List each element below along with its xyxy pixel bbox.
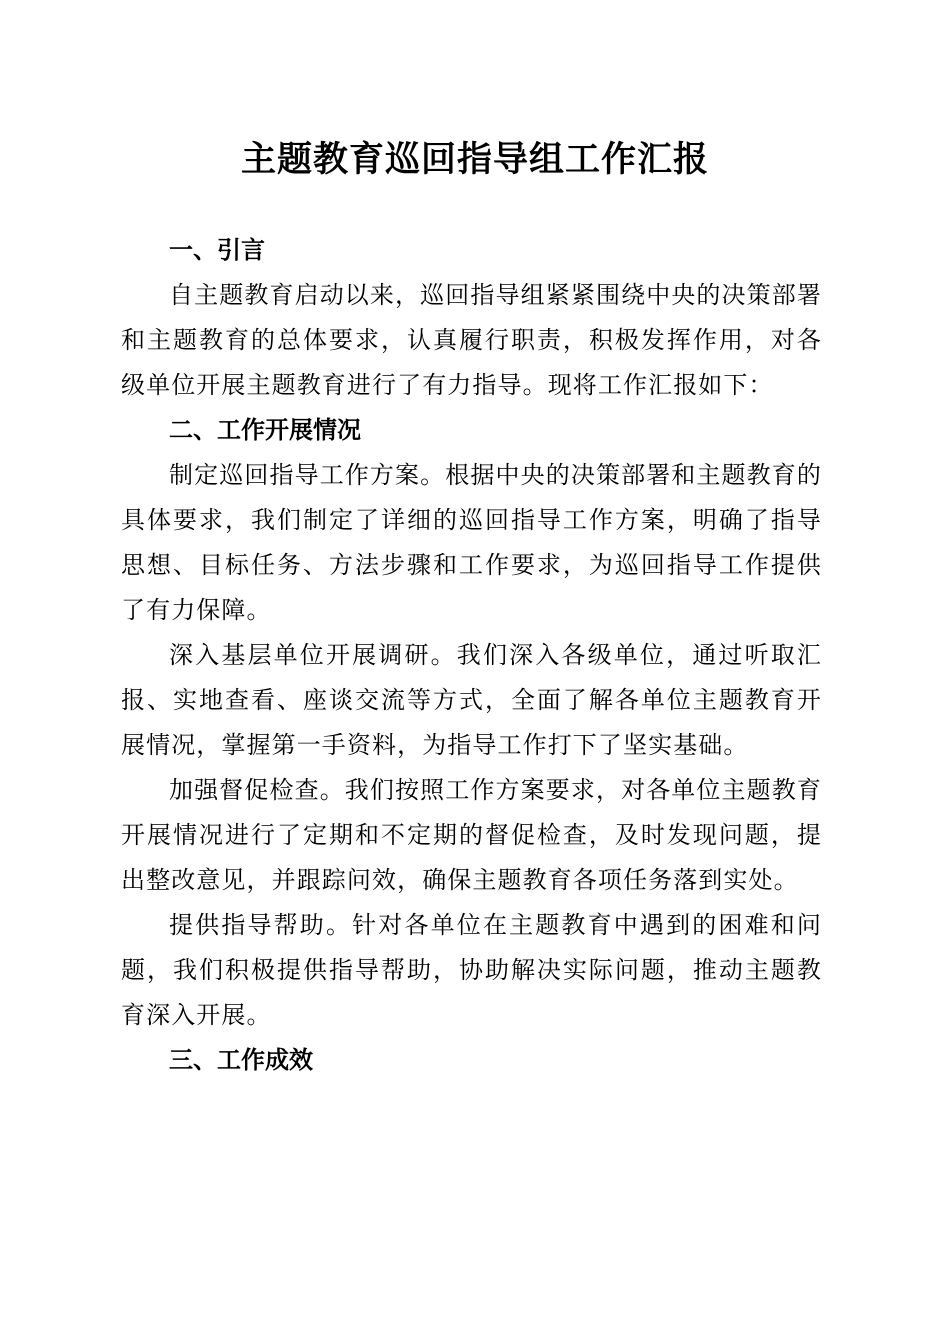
paragraph-field-research: 深入基层单位开展调研。我们深入各级单位，通过听取汇报、实地查看、座谈交流等方式，全面了解各单位主题教育开展情况，掌握第一手资料，为指导工作打下了坚实基础。 [121, 641, 822, 759]
section-heading-work-progress: 二、工作开展情况 [169, 416, 361, 444]
paragraph-introduction: 自主题教育启动以来，巡回指导组紧紧围绕中央的决策部署和主题教育的总体要求，认真履行职责，积极发挥作用，对各级单位开展主题教育进行了有力指导。现将工作汇报如下： [121, 281, 822, 399]
paragraph-guidance: 提供指导帮助。针对各单位在主题教育中遇到的困难和问题，我们积极提供指导帮助，协助解决实际问题，推动主题教育深入开展。 [121, 911, 822, 1029]
section-heading-results: 三、工作成效 [169, 1046, 313, 1074]
paragraph-supervision: 加强督促检查。我们按照工作方案要求，对各单位主题教育开展情况进行了定期和不定期的督促检查，及时发现问题，提出整改意见，并跟踪问效，确保主题教育各项任务落到实处。 [121, 776, 822, 894]
section-heading-introduction: 一、引言 [169, 236, 265, 264]
document-body [121, 228, 822, 1083]
page-title: 主题教育巡回指导组工作汇报 [240, 139, 709, 180]
paragraph-work-plan: 制定巡回指导工作方案。根据中央的决策部署和主题教育的具体要求，我们制定了详细的巡回指导工作方案，明确了指导思想、目标任务、方法步骤和工作要求，为巡回指导工作提供了有力保障。 [121, 461, 822, 624]
